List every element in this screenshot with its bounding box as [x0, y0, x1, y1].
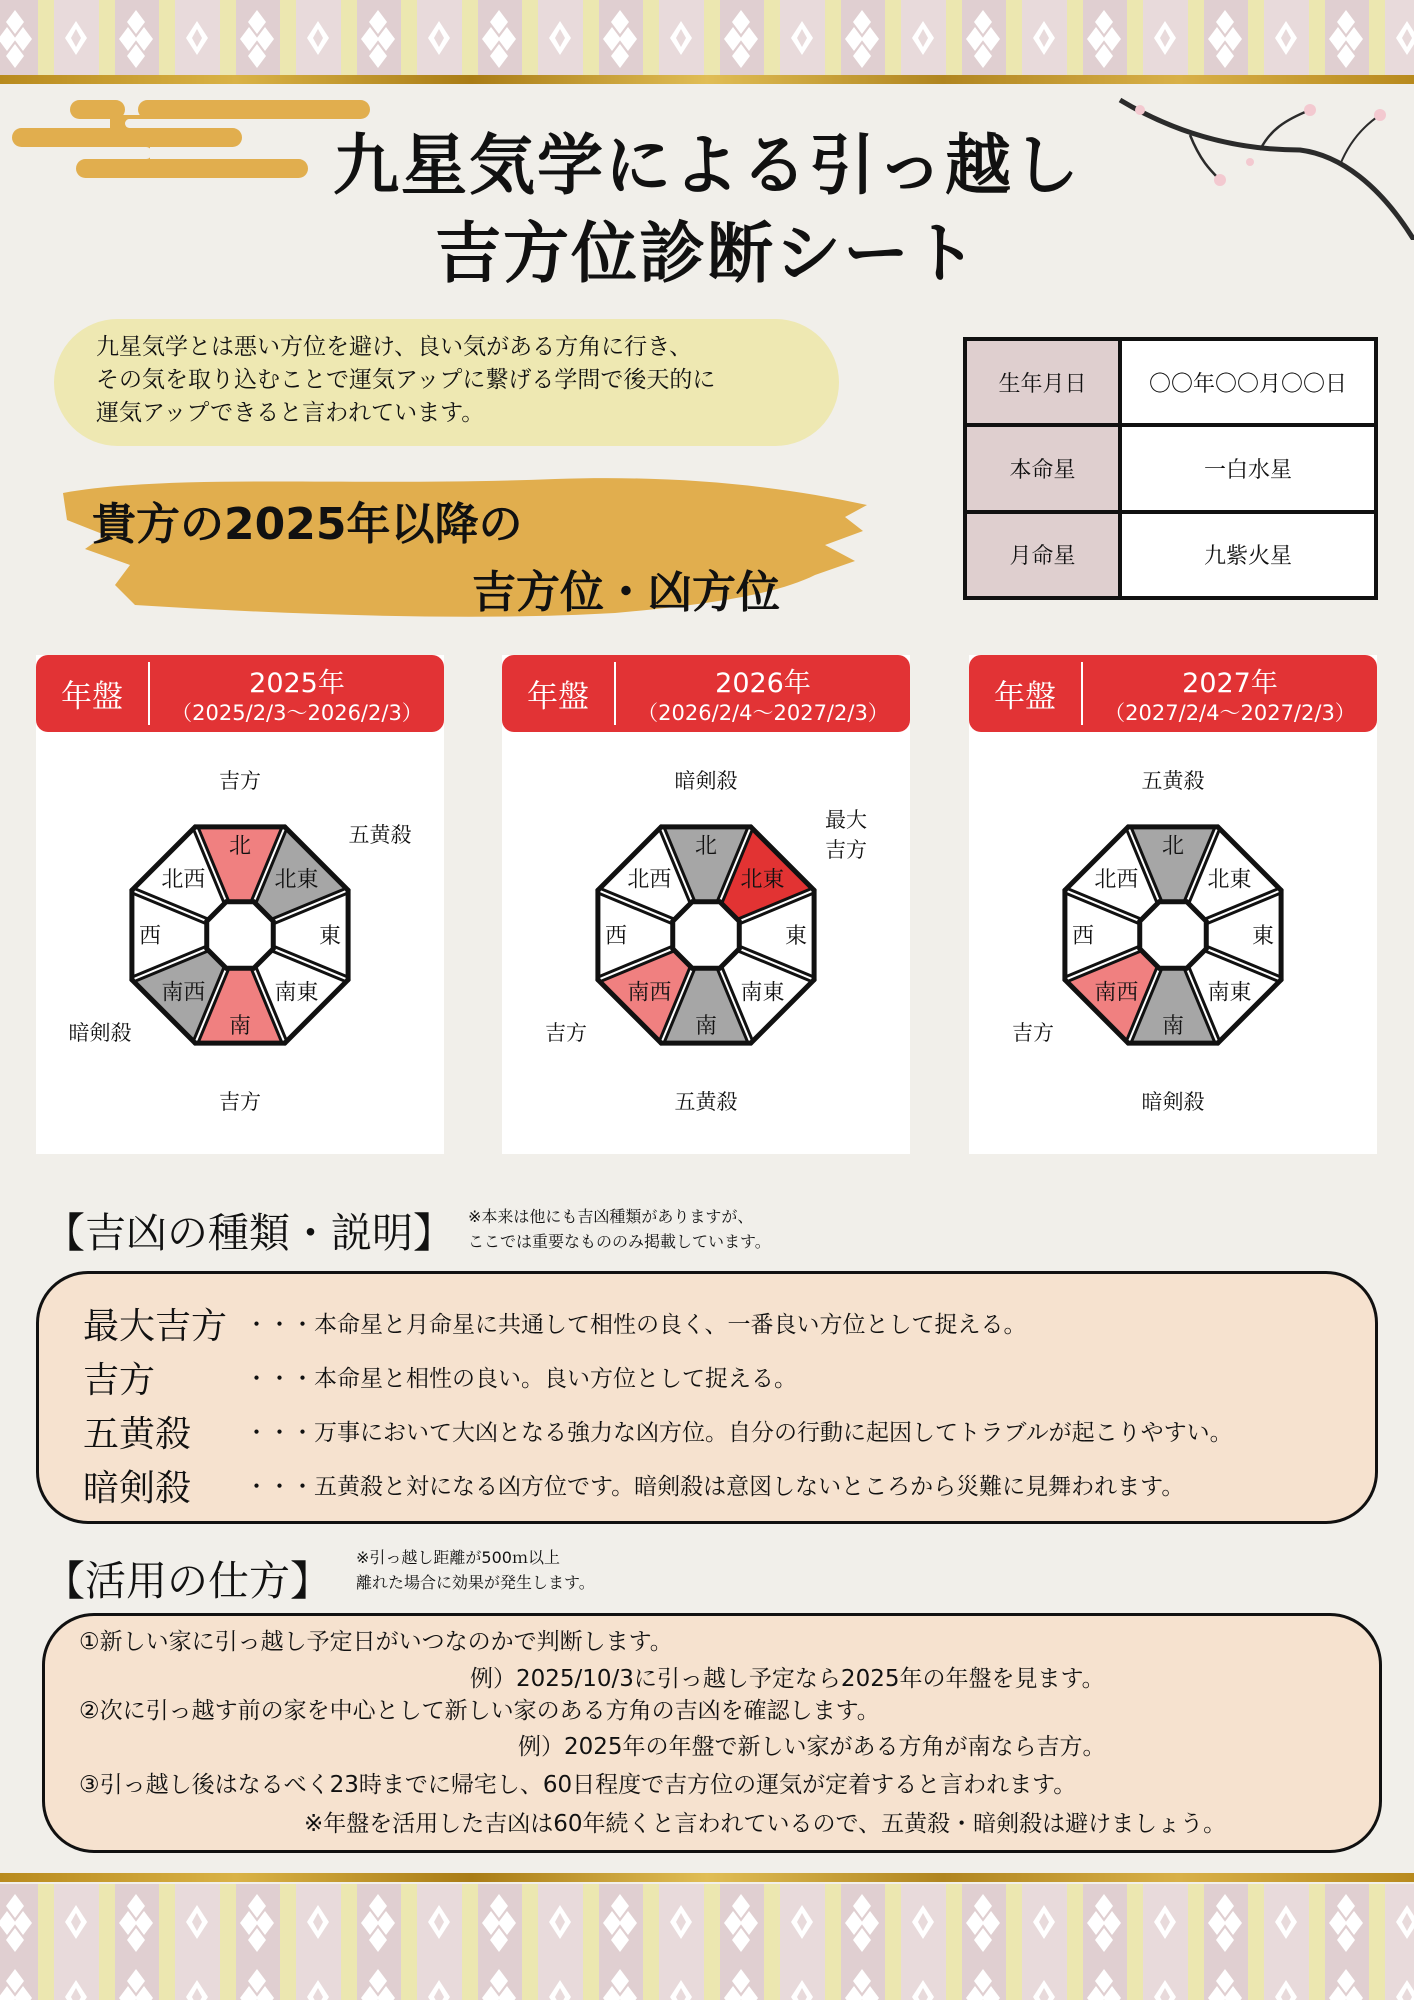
getsumei-star-label: 月命星 — [967, 514, 1118, 596]
annotation-line: 吉方 — [545, 1021, 587, 1045]
direction-label-s: 南 — [1161, 1014, 1185, 1039]
term-desc: ・・・本命星と相性の良い。良い方位として捉える。 — [245, 1366, 797, 1392]
card-header — [36, 655, 444, 732]
year-card-2025 — [36, 655, 444, 1154]
card-date-range: （2025/2/3～2026/2/3） — [171, 701, 423, 725]
usage-step-3: ③引っ越し後はなるべく23時までに帰宅し、60日程度で吉方位の運気が定着すると言われます。 — [79, 1772, 1077, 1798]
intro-bubble — [54, 319, 839, 446]
title-line-1: 九星気学による引っ越し — [333, 127, 1081, 204]
note-line: ここでは重要なもののみ掲載しています。 — [468, 1232, 771, 1251]
direction-annotation-sw — [1012, 1018, 1054, 1048]
note-line: ※本来は他にも吉凶種類がありますが、 — [468, 1207, 754, 1226]
bottom-pattern-border — [0, 1884, 1414, 2000]
usage-step-1: ①新しい家に引っ越し予定日がいつなのかで判断します。 — [79, 1629, 673, 1655]
usage-note — [356, 1545, 595, 1595]
types-note — [468, 1204, 771, 1254]
types-heading: 【吉凶の種類・説明】 — [44, 1209, 454, 1257]
usage-example-2: 例）2025年の年盤で新しい家がある方角が南なら吉方。 — [518, 1734, 1106, 1760]
nenban-badge: 年盤 — [527, 679, 589, 715]
annotation-line: 暗剣殺 — [674, 769, 738, 793]
center-octagon — [1140, 902, 1207, 969]
annotation-line: 吉方 — [1012, 1021, 1054, 1045]
direction-label-w: 西 — [604, 924, 628, 949]
card-header — [969, 655, 1377, 732]
usage-example-1: 例）2025/10/3に引っ越し予定なら2025年の年盤を見ます。 — [470, 1666, 1105, 1692]
term-gooosatsu: 五黄殺 — [83, 1414, 192, 1455]
intro-line: 九星気学とは悪い方位を避け、良い気がある方角に行き、 — [96, 334, 693, 360]
direction-annotation-sw — [69, 1018, 132, 1048]
center-octagon — [207, 902, 274, 969]
annotation-line: 暗剣殺 — [68, 1021, 132, 1045]
direction-label-s: 南 — [228, 1014, 252, 1039]
annotation-line: 五黄殺 — [348, 823, 412, 847]
direction-label-n: 北 — [1161, 834, 1185, 859]
direction-annotation-sw — [545, 1018, 587, 1048]
birthdate-value: 〇〇年〇〇月〇〇日 — [1122, 341, 1374, 423]
center-octagon — [673, 902, 740, 969]
direction-label-w: 西 — [138, 924, 162, 949]
direction-annotation-s — [1142, 1087, 1205, 1117]
profile-table — [963, 337, 1378, 600]
term-ankensatsu: 暗剣殺 — [83, 1468, 192, 1509]
direction-label-nw: 北西 — [627, 867, 672, 893]
direction-label-s: 南 — [694, 1014, 718, 1039]
birthdate-label: 生年月日 — [967, 341, 1118, 423]
card-date-range: （2027/2/4～2027/2/3） — [1104, 701, 1356, 725]
direction-label-ne: 北東 — [1207, 867, 1252, 893]
card-date-range: （2026/2/4～2027/2/3） — [637, 701, 889, 725]
direction-label-ne: 北東 — [740, 867, 785, 893]
direction-label-nw: 北西 — [161, 867, 206, 893]
direction-label-se: 南東 — [274, 980, 319, 1006]
nenban-badge: 年盤 — [61, 679, 123, 715]
direction-label-nw: 北西 — [1094, 867, 1139, 893]
direction-label-sw: 南西 — [1094, 980, 1139, 1006]
gold-divider-bottom — [0, 1873, 1414, 1882]
term-desc: ・・・五黄殺と対になる凶方位です。暗剣殺は意図しないところから災難に見舞われます。 — [245, 1474, 1185, 1500]
annotation-line: 五黄殺 — [1141, 769, 1205, 793]
term-kippo: 吉方 — [83, 1360, 156, 1401]
types-box — [36, 1271, 1378, 1524]
nenban-badge: 年盤 — [994, 679, 1056, 715]
usage-heading: 【活用の仕方】 — [44, 1557, 331, 1605]
card-year: 2025年 — [249, 668, 345, 699]
getsumei-star-value: 九紫火星 — [1122, 514, 1374, 596]
year-card-2026 — [502, 655, 910, 1154]
direction-label-e: 東 — [1251, 924, 1275, 949]
honmei-star-label: 本命星 — [967, 427, 1118, 509]
term-saidai-kippo: 最大吉方 — [83, 1306, 228, 1347]
direction-label-sw: 南西 — [627, 980, 672, 1006]
direction-annotation-s — [675, 1087, 738, 1117]
honmei-star-value: 一白水星 — [1122, 427, 1374, 509]
card-header — [502, 655, 910, 732]
direction-annotation-s — [219, 1087, 261, 1117]
card-year: 2026年 — [715, 668, 811, 699]
annotation-line: 吉方 — [219, 769, 261, 793]
top-pattern-border — [0, 0, 1414, 75]
direction-label-ne: 北東 — [274, 867, 319, 893]
usage-warning: ※年盤を活用した吉凶は60年続くと言われているので、五黄殺・暗剣殺は避けましょう。 — [304, 1811, 1227, 1837]
direction-label-n: 北 — [228, 834, 252, 859]
annotation-line: 吉方 — [219, 1090, 261, 1114]
banner-line-2: 吉方位・凶方位 — [472, 567, 780, 618]
intro-line: 運気アップできると言われています。 — [96, 400, 485, 426]
direction-annotation-ne — [349, 820, 412, 850]
card-year: 2027年 — [1182, 668, 1278, 699]
intro-line: その気を取り込むことで運気アップに繋げる学問で後天的に — [96, 367, 716, 393]
usage-box — [42, 1613, 1382, 1853]
term-desc: ・・・本命星と月命星に共通して相性の良く、一番良い方位として捉える。 — [245, 1312, 1027, 1338]
annotation-line: 最大 — [825, 808, 867, 832]
direction-label-se: 南東 — [1207, 980, 1252, 1006]
direction-annotation-ne — [825, 805, 867, 865]
title-line-2: 吉方位診断シート — [435, 215, 979, 292]
direction-annotation-n — [219, 766, 261, 796]
annotation-line: 暗剣殺 — [1141, 1090, 1205, 1114]
banner-line-1: 貴方の2025年以降の — [92, 499, 523, 550]
direction-label-n: 北 — [694, 834, 718, 859]
direction-annotation-n — [675, 766, 738, 796]
annotation-line: 吉方 — [825, 838, 867, 862]
note-line: ※引っ越し距離が500ｍ以上 — [356, 1548, 560, 1567]
term-desc: ・・・万事において大凶となる強力な凶方位。自分の行動に起因してトラブルが起こりやすい。 — [245, 1420, 1233, 1446]
usage-step-2: ②次に引っ越す前の家を中心として新しい家のある方角の吉凶を確認します。 — [79, 1698, 880, 1724]
direction-label-sw: 南西 — [161, 980, 206, 1006]
annotation-line: 五黄殺 — [674, 1090, 738, 1114]
gold-divider-top — [0, 75, 1414, 84]
year-card-2027 — [969, 655, 1377, 1154]
direction-label-e: 東 — [784, 924, 808, 949]
direction-label-w: 西 — [1071, 924, 1095, 949]
direction-label-se: 南東 — [740, 980, 785, 1006]
note-line: 離れた場合に効果が発生します。 — [356, 1573, 595, 1592]
direction-label-e: 東 — [318, 924, 342, 949]
direction-annotation-n — [1142, 766, 1205, 796]
